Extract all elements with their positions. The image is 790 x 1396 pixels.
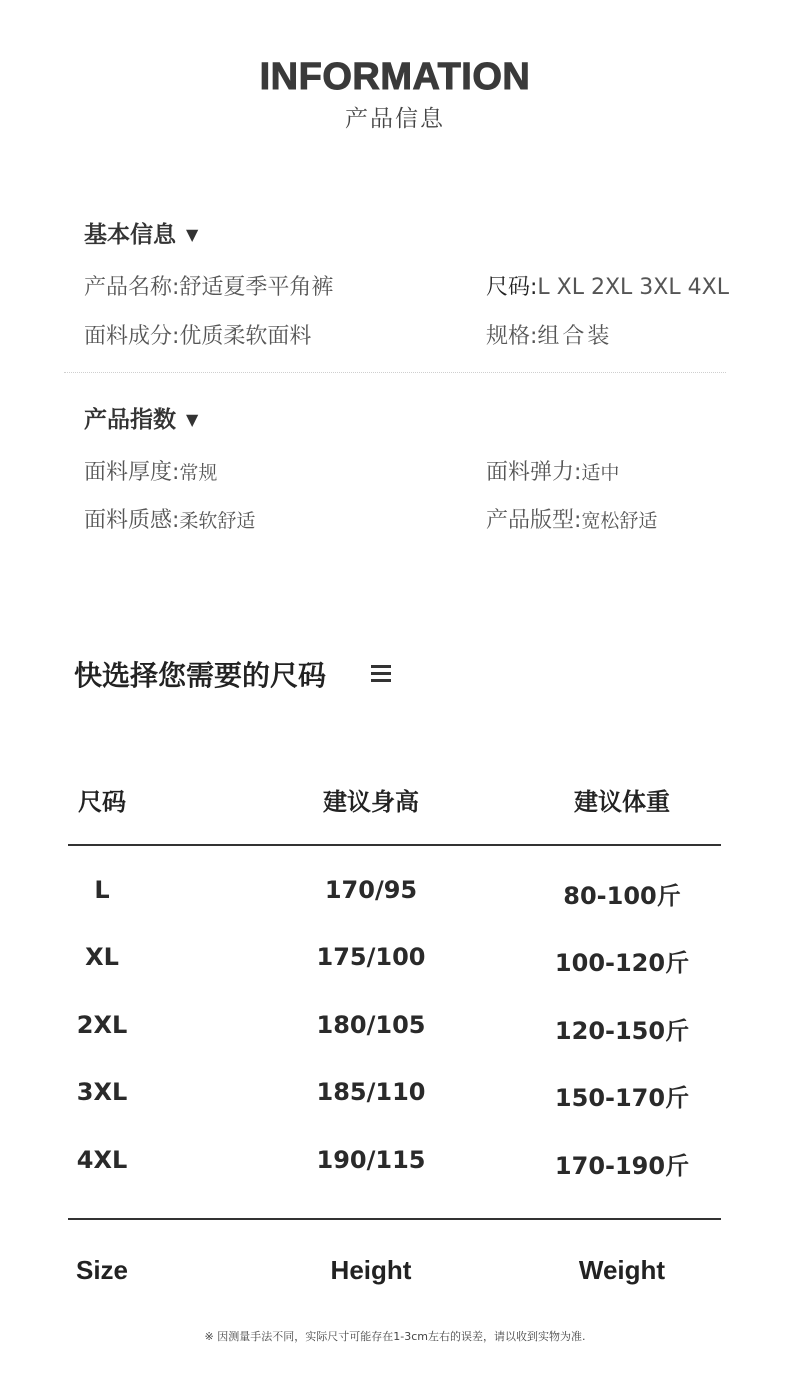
basic-info-heading-text: 基本信息 [84, 222, 176, 248]
table-cell-weight: 120-150斤 [554, 1017, 690, 1045]
thickness-row [84, 455, 217, 486]
table-cell-weight: 170-190斤 [554, 1152, 690, 1180]
texture-row [84, 503, 255, 534]
table-cell-height: 175/100 [316, 943, 426, 971]
table-top-rule [68, 844, 721, 846]
size-row [486, 270, 729, 301]
footer-size-label: Size [75, 1255, 129, 1285]
fabric-label: 面料成分: [84, 324, 180, 349]
table-cell-size: L [94, 876, 110, 904]
product-name-value: 舒适夏季平角裤 [179, 275, 334, 300]
table-cell-height: 190/115 [316, 1146, 426, 1174]
elastic-label: 面料弹力: [486, 460, 582, 485]
fit-label: 产品版型: [486, 508, 582, 533]
fabric-value: 优质柔软面料 [179, 324, 312, 349]
product-index-heading [84, 401, 198, 434]
fit-value: 宽松舒适 [581, 510, 658, 532]
triangle-down-icon: ▼ [186, 410, 199, 429]
table-cell-weight: 150-170斤 [554, 1084, 690, 1112]
table-cell-size: 4XL [76, 1146, 128, 1174]
page-subtitle: 产品信息 [345, 106, 445, 132]
product-name-row [84, 270, 333, 301]
thickness-value: 常规 [179, 462, 218, 484]
thickness-label: 面料厚度: [84, 460, 180, 485]
menu-icon [371, 665, 391, 683]
table-cell-size: XL [85, 943, 119, 971]
spec-label: 规格: [486, 324, 538, 349]
table-cell-height: 170/95 [324, 876, 418, 904]
footer-height-label: Height [330, 1255, 412, 1285]
fit-row [486, 503, 657, 534]
product-index-heading-text: 产品指数 [84, 407, 176, 433]
footer-weight-label: Weight [578, 1255, 666, 1285]
size-label: 尺码: [486, 275, 538, 300]
table-header-height: 建议身高 [323, 788, 419, 816]
table-cell-height: 185/110 [316, 1078, 426, 1106]
page-title: INFORMATION [259, 56, 531, 98]
quick-select-heading: 快选择您需要的尺码 [74, 659, 327, 692]
table-bottom-rule [68, 1218, 721, 1220]
table-header-weight: 建议体重 [574, 788, 670, 816]
basic-info-heading [84, 216, 198, 249]
table-cell-height: 180/105 [316, 1011, 426, 1039]
table-cell-weight: 100-120斤 [554, 949, 690, 977]
measurement-note: ※ 因测量手法不同，实际尺寸可能存在1-3cm左右的误差，请以收到实物为准. [204, 1330, 586, 1343]
texture-value: 柔软舒适 [179, 510, 256, 532]
fabric-row [84, 319, 311, 350]
elastic-value: 适中 [581, 462, 620, 484]
table-header-size: 尺码 [78, 788, 126, 816]
table-cell-weight: 80-100斤 [563, 882, 681, 910]
table-cell-size: 3XL [76, 1078, 128, 1106]
product-name-label: 产品名称: [84, 275, 180, 300]
elastic-row [486, 455, 619, 486]
triangle-down-icon: ▼ [186, 225, 199, 244]
spec-value: 组合装 [537, 324, 613, 349]
table-cell-size: 2XL [76, 1011, 128, 1039]
spec-row [486, 319, 612, 350]
size-value: L XL 2XL 3XL 4XL [537, 275, 729, 300]
texture-label: 面料质感: [84, 508, 180, 533]
section-divider [64, 372, 726, 373]
